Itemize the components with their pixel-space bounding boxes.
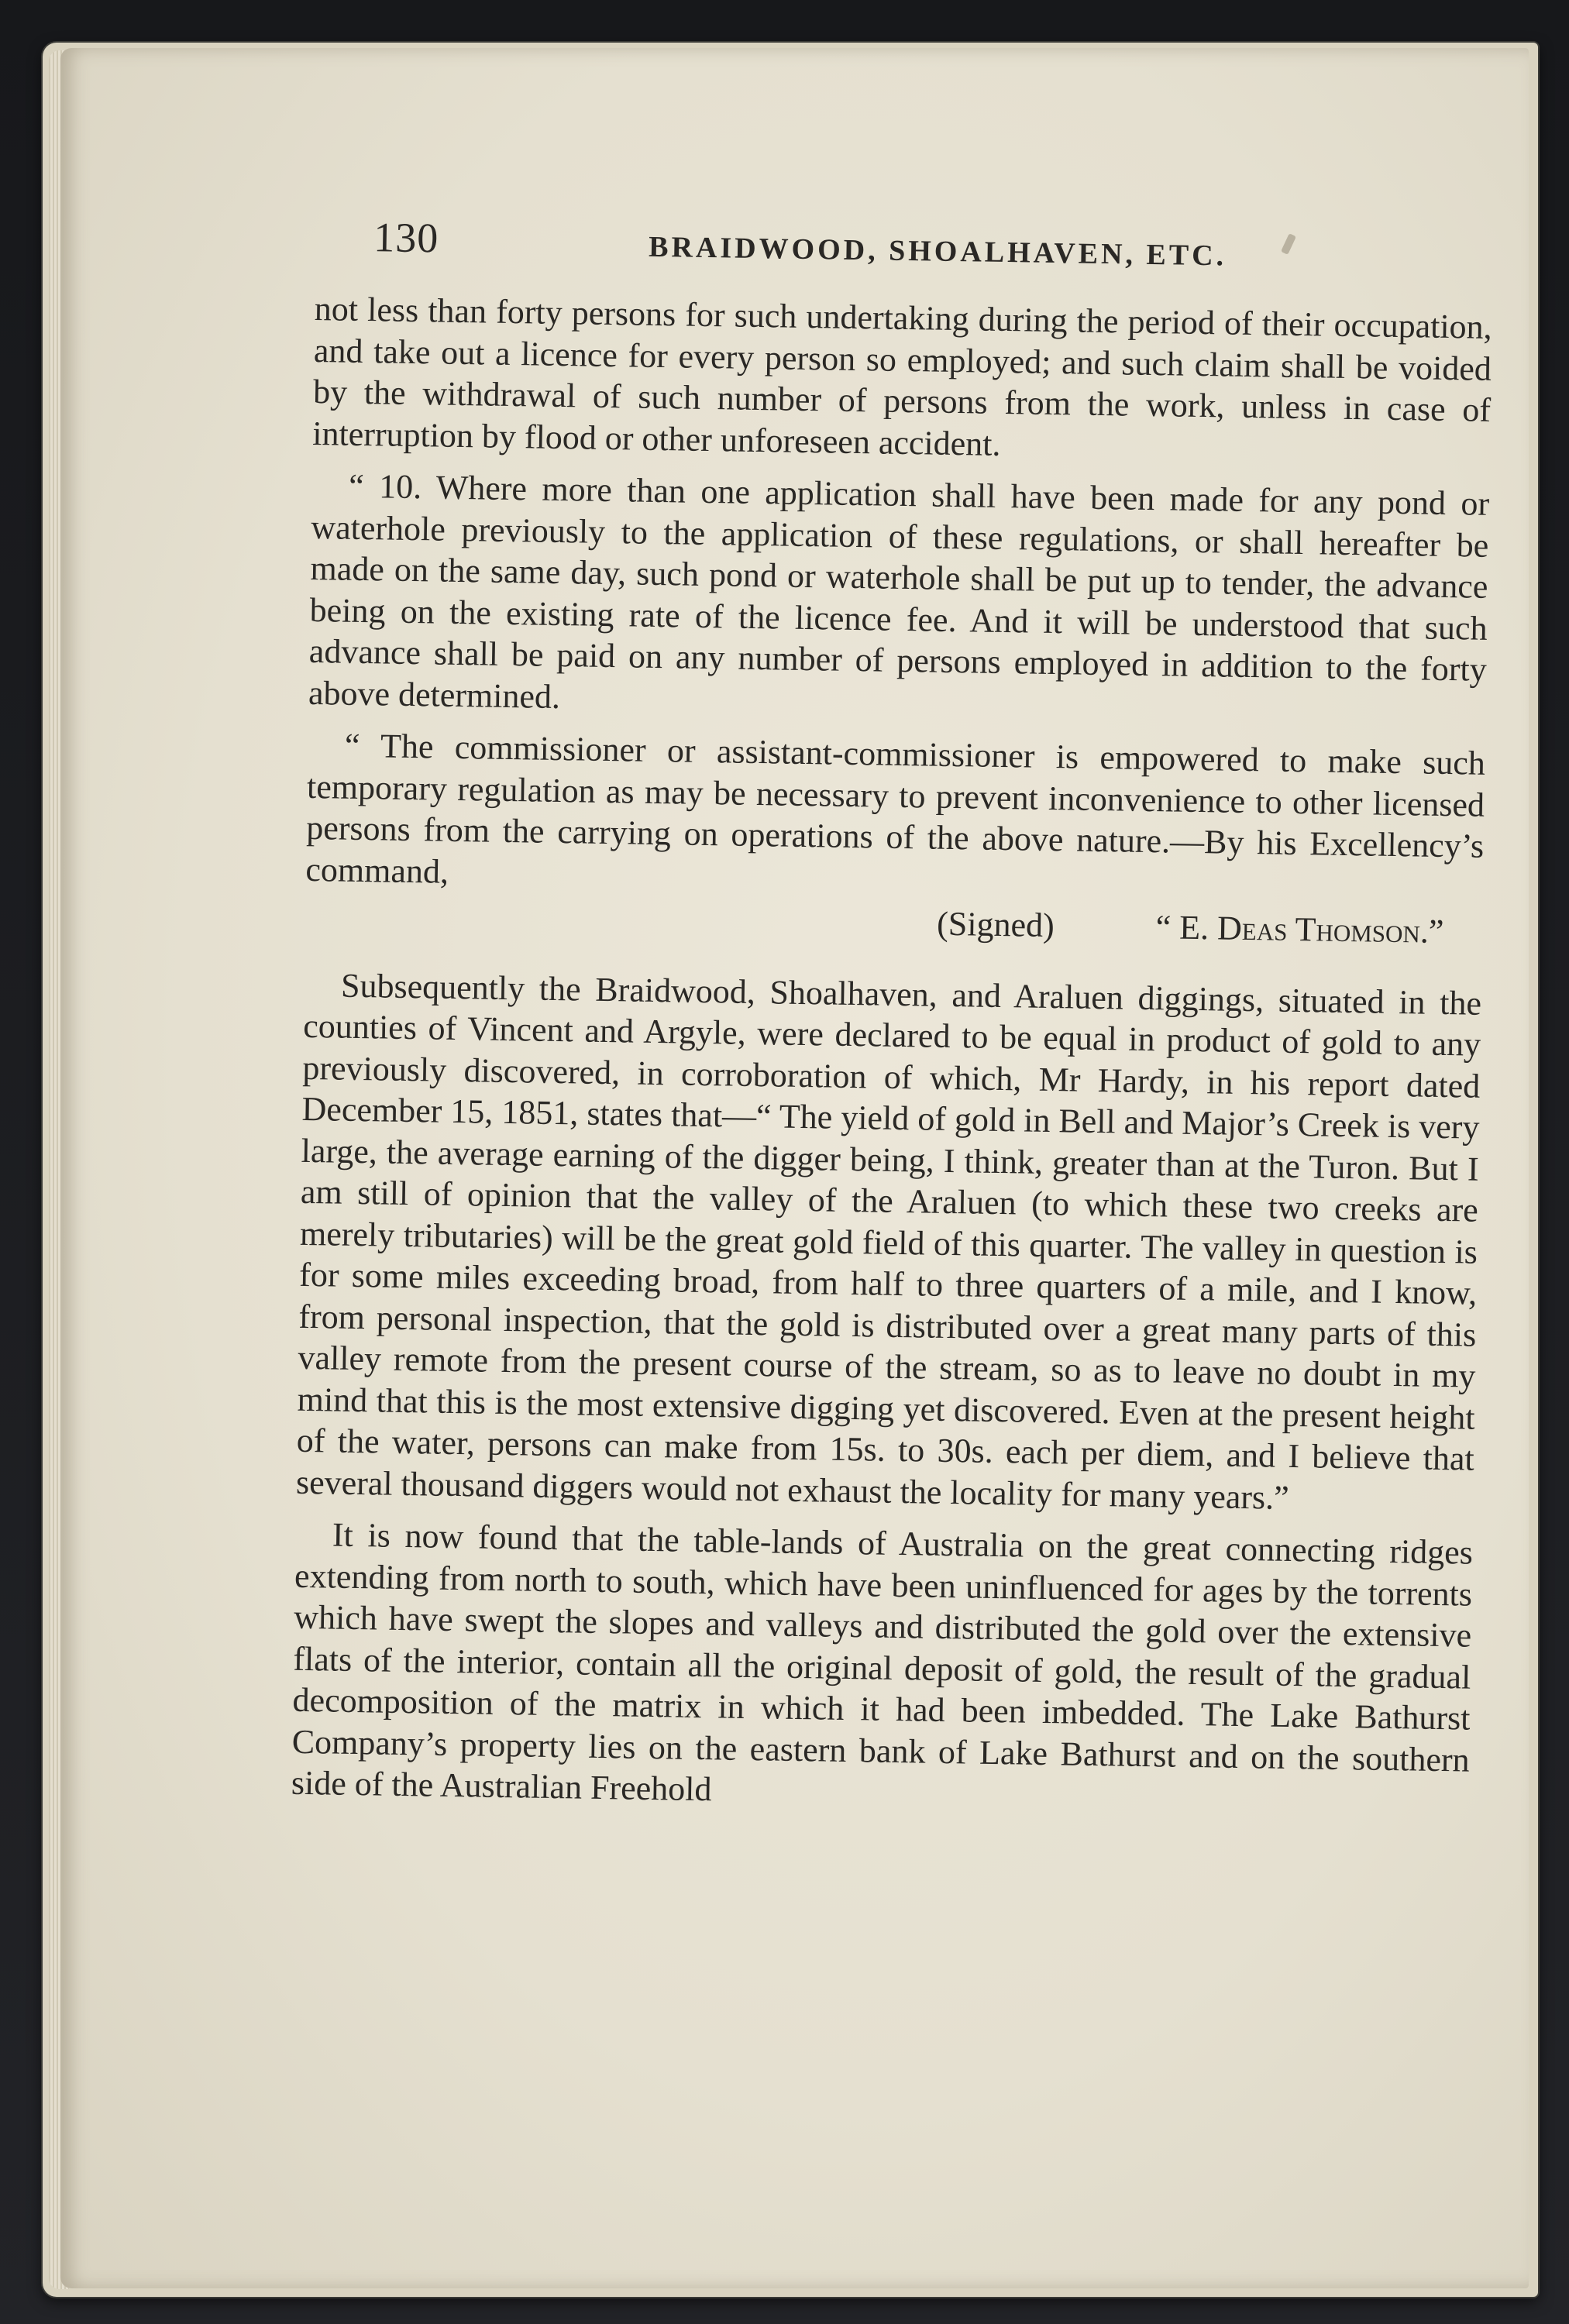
- bleed-through-text: [293, 70, 1300, 101]
- body-text: [291, 288, 1493, 1822]
- paragraph-table-lands: It is now found that the table-lands of Australia on the great connecting ridges extending from north to south, which have been uninfluenced for ages by the torrents which have swept the slopes and valleys and distributed the gold over the extensive flats of the interior, contain all the original deposit of gold, the result of the gradual decomposition of the matrix in which it had been imbedded. The Lake Bathurst Company’s property lies on the eastern bank of Lake Bathurst and on the southern side of the Australian Freehold: [291, 1515, 1474, 1809]
- paragraph-braidwood-diggings: Subsequently the Braidwood, Shoalhaven, and Araluen diggings, situated in the counties of Vincent and Argyle, were declared to be equal in product of gold to any previously discovered, in corroboration of which, Mr Hardy, in his report dated December 15, 1851, states that—“ The yield of gold in Bell and Major’s Creek is very large, the average earning of the digger being, I think, greater than at the Turon. But I am still of opinion that the valley of the Araluen (to which these two creeks are merely tributaries) will be the great gold field of this quarter. The valley in question is for some miles exceeding broad, from half to three quarters of a mile, and I know, from personal inspection, that the gold is distributed over a great many parts of this valley remote from the present course of the stream, so as to leave no doubt in my mind that this is the most extensive digging yet discovered. Even at the present height of the water, persons can make from 15s. to 30s. each per diem, and I believe that several thousand diggers would not exhaust the locality for many years.”: [295, 966, 1482, 1517]
- page-text-block: [291, 203, 1494, 1822]
- running-head-title: BRAIDWOOD, SHOALHAVEN, ETC.: [648, 230, 1227, 273]
- signatory-name: “ E. Deas Thomson.”: [1155, 908, 1444, 951]
- signed-label: (Signed): [936, 904, 1055, 945]
- book-page: [60, 48, 1529, 2288]
- paragraph-regulation-continued: not less than forty persons for such undertaking during the period of their occupation, and take out a licence for every person so employed; and such claim shall be voided by the withdrawal of such number of persons from the work, unless in case of interruption by flood or other unforeseen accident.: [311, 289, 1493, 463]
- running-head: [315, 203, 1494, 284]
- page-number: 130: [373, 214, 439, 262]
- paragraph-commissioner: “ The commissioner or assistant-commissioner is empowered to make such temporary regulation as may be necessary to prevent inconvenience to other licensed persons from the carrying on operations of the above nature.—By his Excellency’s command,: [305, 726, 1486, 891]
- paragraph-regulation-10: “ 10. Where more than one application shall have been made for any pond or waterhole previously to the application of these regulations, or shall hereafter be made on the same day, such pond or waterhole shall be put up to tender, the advance being on the existing rate of the licence fee. And it will be understood that such advance shall be paid on any number of persons employed in addition to the forty above determined.: [308, 466, 1490, 716]
